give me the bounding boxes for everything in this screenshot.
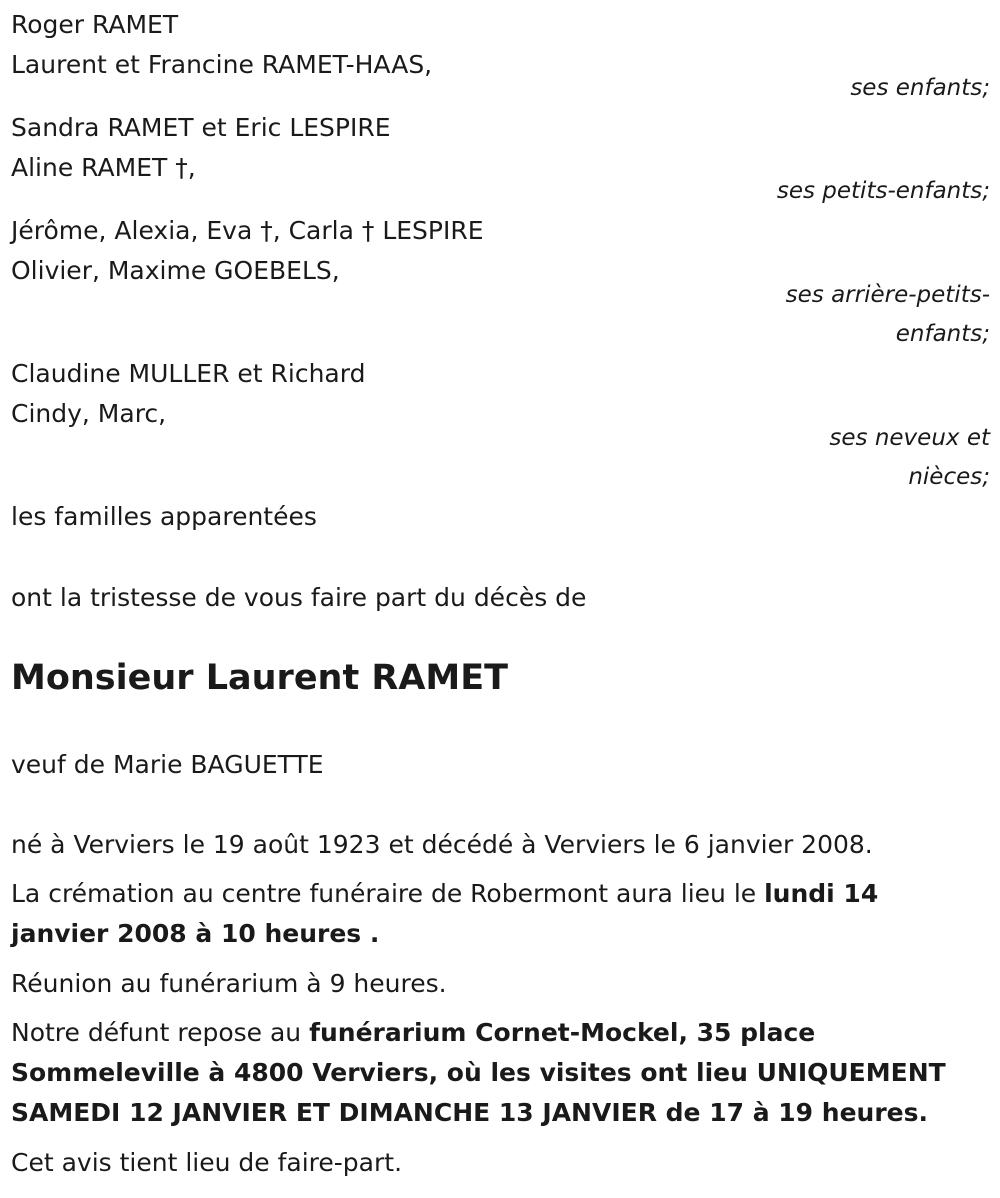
repose-line-1 bbox=[11, 1013, 815, 1053]
cremation-date-bold-1: lundi 14 bbox=[764, 879, 879, 908]
nephews-label-2: nièces; bbox=[908, 464, 990, 490]
family-line-muller: Claudine MULLER et Richard bbox=[11, 359, 366, 388]
cremation-line-2 bbox=[11, 914, 379, 954]
family-line-lespire: Jérôme, Alexia, Eva †, Carla † LESPIRE bbox=[11, 216, 484, 245]
grandchildren-label: ses petits-enfants; bbox=[776, 178, 990, 204]
closing-line: Cet avis tient lieu de faire-part. bbox=[11, 1148, 403, 1177]
family-line-goebels: Olivier, Maxime GOEBELS, bbox=[11, 256, 340, 285]
family-line-sandra-eric: Sandra RAMET et Eric LESPIRE bbox=[11, 113, 391, 142]
repose-bold-3: SAMEDI 12 JANVIER ET DIMANCHE 13 JANVIER de 17 à 19 heures. bbox=[11, 1098, 928, 1127]
reunion-line: Réunion au funérarium à 9 heures. bbox=[11, 969, 447, 998]
nephews-label-1: ses neveux et bbox=[829, 425, 990, 451]
great-grandchildren-label-1: ses arrière-petits- bbox=[785, 282, 990, 308]
family-line-laurent-francine: Laurent et Francine RAMET-HAAS, bbox=[11, 50, 433, 79]
children-label: ses enfants; bbox=[850, 75, 990, 101]
cremation-text: La crémation au centre funéraire de Robermont aura lieu le bbox=[11, 879, 765, 908]
cremation-date-bold-2: janvier 2008 à 10 heures . bbox=[11, 919, 380, 948]
repose-text: Notre défunt repose au bbox=[11, 1018, 310, 1047]
family-line-relatives: les familles apparentées bbox=[11, 502, 317, 531]
announcement: ont la tristesse de vous faire part du décès de bbox=[11, 583, 587, 612]
repose-line-3 bbox=[11, 1093, 928, 1133]
repose-line-2 bbox=[11, 1053, 946, 1093]
repose-bold-1: funérarium Cornet-Mockel, 35 place bbox=[309, 1018, 816, 1047]
great-grandchildren-label-2: enfants; bbox=[895, 321, 990, 347]
family-line-aline: Aline RAMET †, bbox=[11, 153, 196, 182]
family-line-roger: Roger RAMET bbox=[11, 10, 179, 39]
repose-bold-2: Sommeleville à 4800 Verviers, où les visites ont lieu UNIQUEMENT bbox=[11, 1058, 946, 1087]
widower-line: veuf de Marie BAGUETTE bbox=[11, 750, 324, 779]
family-line-cindy-marc: Cindy, Marc, bbox=[11, 399, 167, 428]
cremation-line-1 bbox=[11, 874, 878, 914]
birth-death-dates: né à Verviers le 19 août 1923 et décédé à Verviers le 6 janvier 2008. bbox=[11, 830, 873, 859]
deceased-name: Monsieur Laurent RAMET bbox=[11, 658, 509, 698]
